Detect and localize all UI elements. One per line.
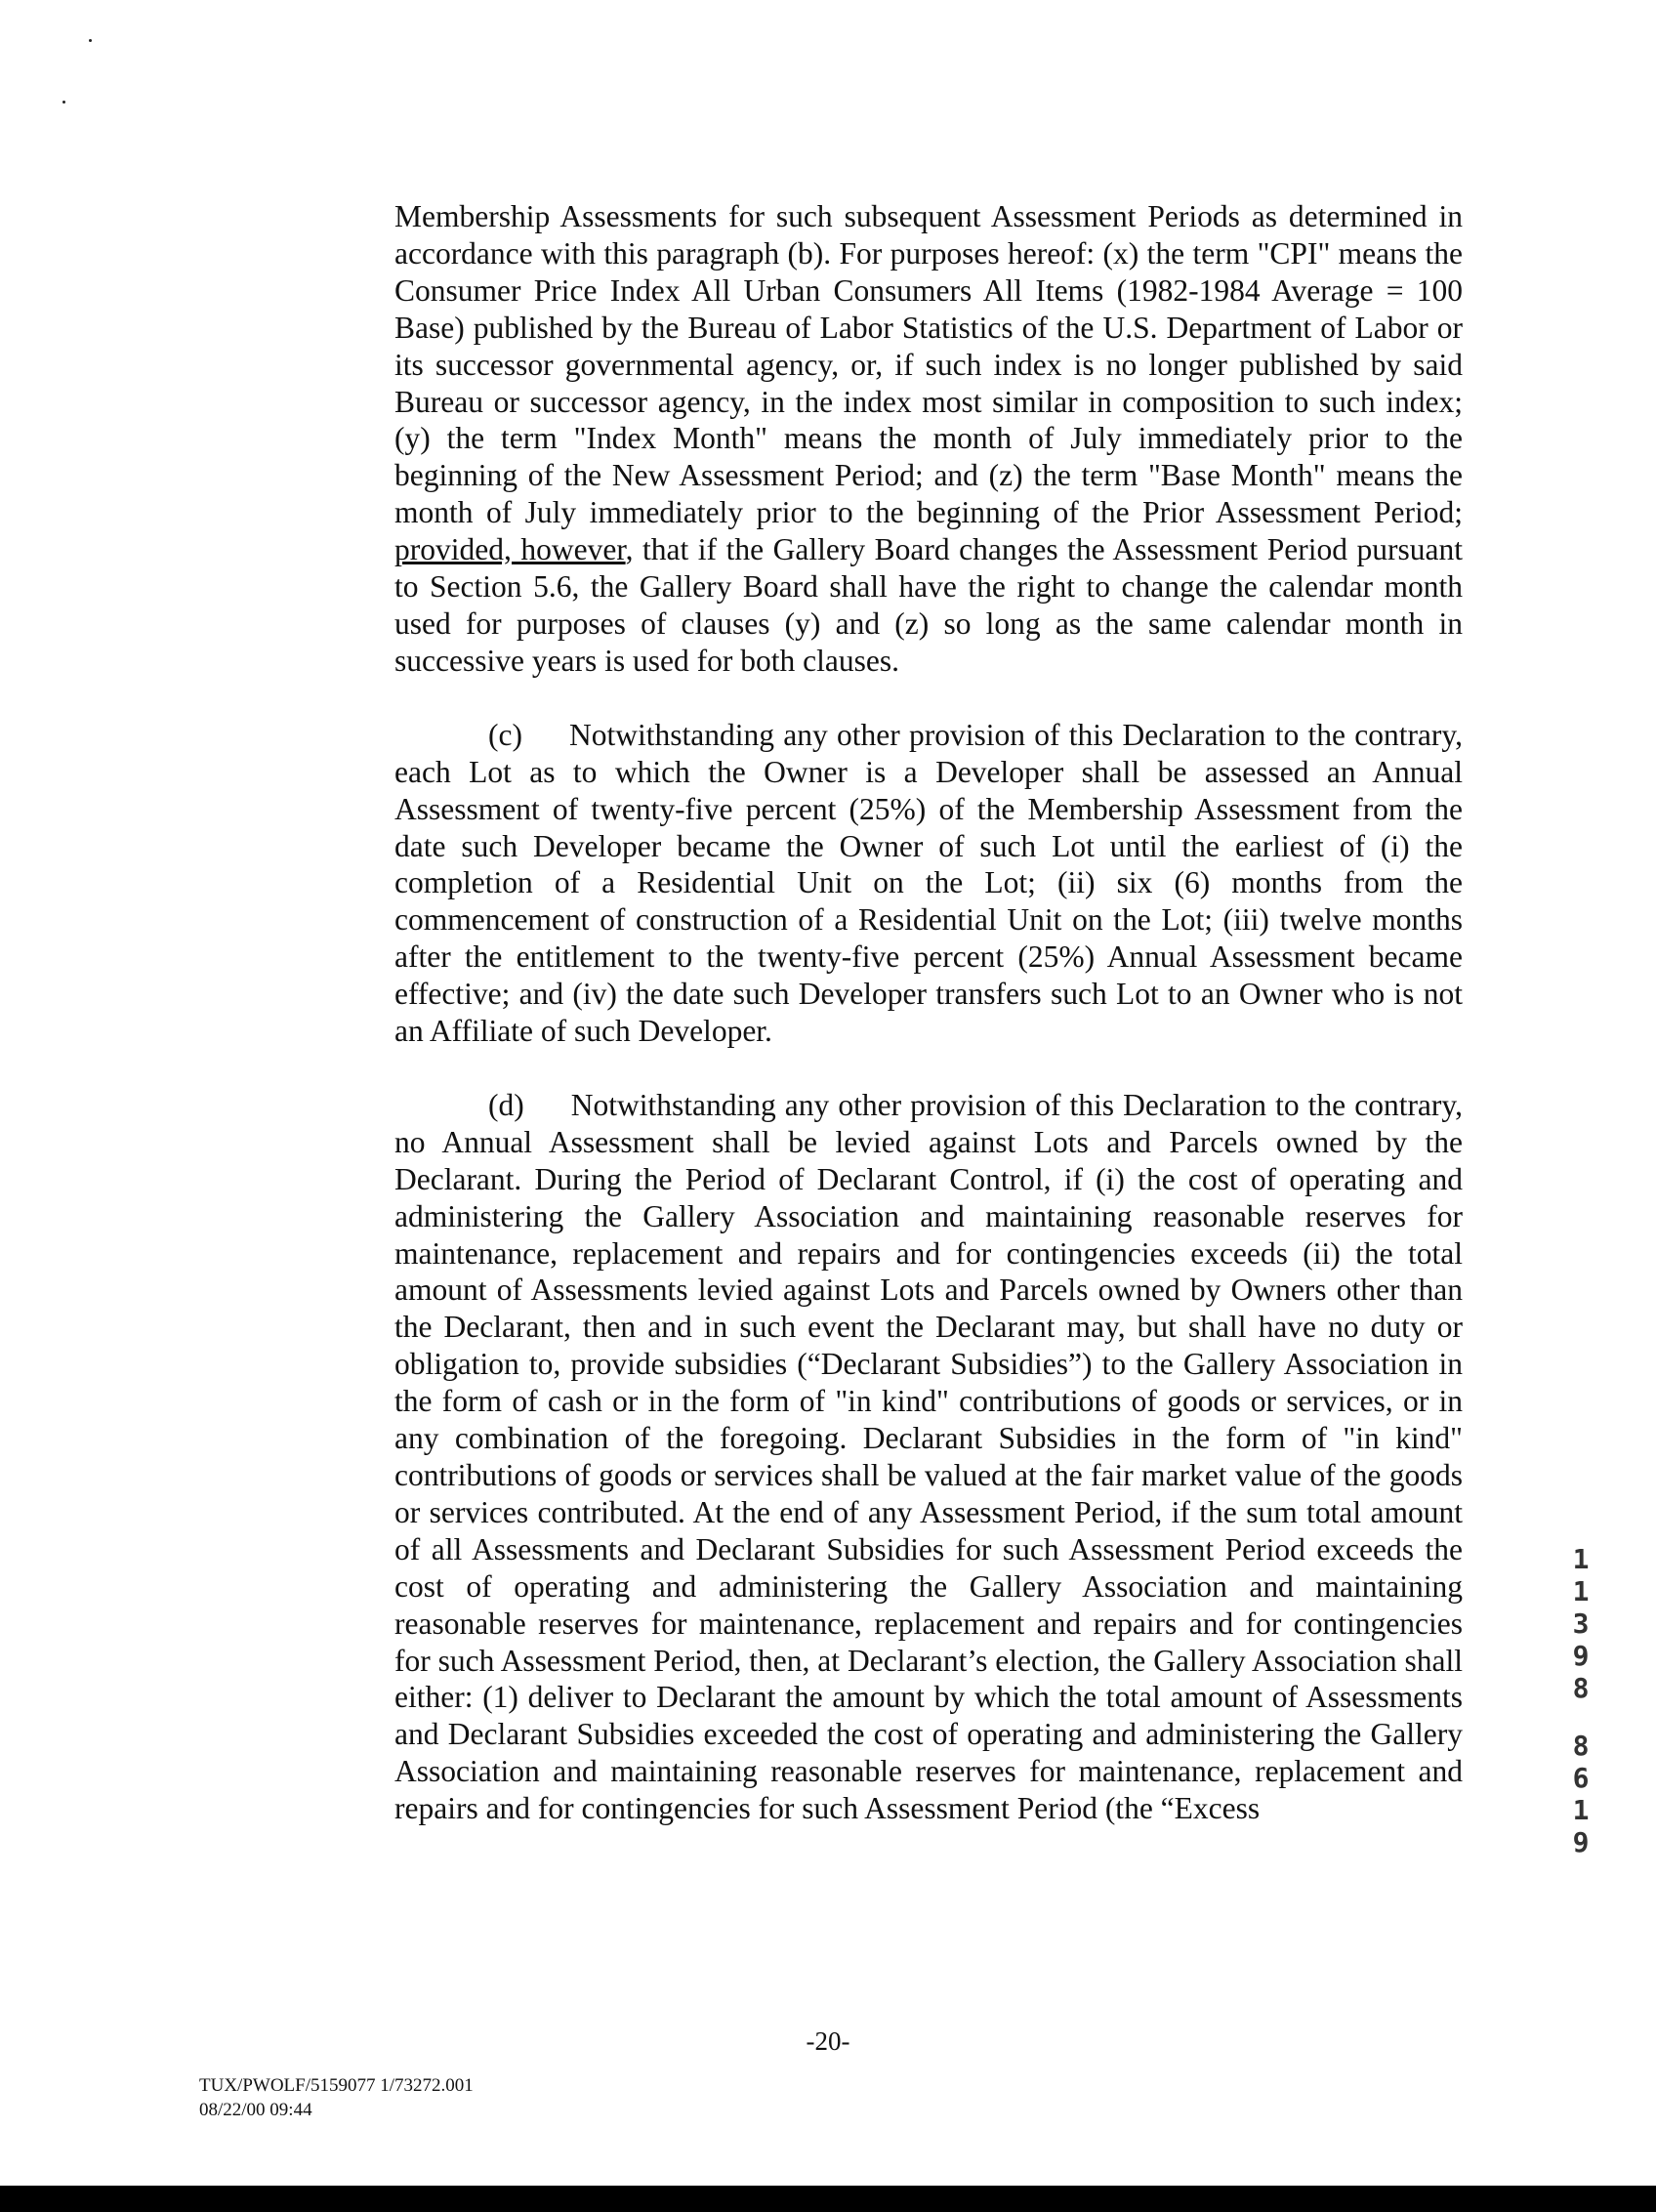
paragraph-d-label: (d) (488, 1087, 524, 1122)
stamp-digit: 9 (1572, 1826, 1590, 1858)
paragraph-c (394, 717, 1463, 1050)
margin-reference-stamp (1566, 1543, 1595, 1858)
stamp-group-1 (1566, 1543, 1595, 1704)
stamp-digit: 1 (1572, 1575, 1590, 1607)
paragraph-b-text-start: Membership Assessments for such subsequent Assessment Periods as determined in accordance with this paragraph (b). For purposes hereof: (x) the term "CPI" means the Consumer Price Index All Urban Consumers All Items (1982-1984 Average = 100 Base) published by the Bureau of Labor Statistics of the U.S. Department of Labor or its successor governmental agency, or, if such index is no longer published by said Bureau or successor agency, in the index most similar in composition to such index; (y) the term "Index Month" means the month of July immediately prior to the beginning of the New Assessment Period; and (z) the term "Base Month" means the month of July immediately prior to the beginning of the Prior Assessment Period; (394, 199, 1463, 530)
stamp-digit: 8 (1572, 1730, 1590, 1762)
document-reference (199, 2073, 474, 2122)
paragraph-d-text: Notwithstanding any other provision of this Declaration to the contrary, no Annual Assessment shall be levied against Lots and Parcels owned by the Declarant. During the Period of Declarant Control, if (i) the cost of operating and administering the Gallery Association and maintaining reasonable reserves for maintenance, replacement and repairs and for contingencies exceeds (ii) the total amount of Assessments levied against Lots and Parcels owned by Owners other than the Declarant, then and in such event the Declarant may, but shall have no duty or obligation to, provide subsidies (“Declarant Subsidies”) to the Gallery Association in the form of cash or in the form of "in kind" contributions of goods or services, or in any combination of the foregoing. Declarant Subsidies in the form of "in kind" contributions of goods or services shall be valued at the fair market value of the goods or services contributed. At the end of any Assessment Period, if the sum total amount of all Assessments and Declarant Subsidies for such Assessment Period exceeds the cost of operating and administering the Gallery Association and maintaining reasonable reserves for maintenance, replacement and repairs and for contingencies for such Assessment Period, then, at Declarant’s election, the Gallery Association shall either: (1) deliver to Declarant the amount by which the total amount of Assessments and Declarant Subsidies exceeded the cost of operating and administering the Gallery Association and maintaining reasonable reserves for maintenance, replacement and repairs and for contingencies for such Assessment Period (the “Excess (394, 1087, 1463, 1826)
stamp-group-2 (1566, 1730, 1595, 1858)
stamp-digit: 9 (1572, 1640, 1590, 1672)
stamp-digit: 6 (1572, 1762, 1590, 1794)
scan-speck-2 (62, 101, 65, 104)
document-id: TUX/PWOLF/5159077 1/73272.001 (199, 2075, 474, 2096)
provided-however-emphasis: provided, however (394, 532, 626, 567)
paragraph-b-continuation (394, 198, 1463, 680)
stamp-digit: 3 (1572, 1607, 1590, 1640)
stamp-digit: 1 (1572, 1543, 1590, 1575)
paragraph-c-label: (c) (488, 717, 522, 752)
scan-bottom-edge (0, 2186, 1656, 2212)
page-body (394, 198, 1463, 1827)
paragraph-c-text: Notwithstanding any other provision of this Declaration to the contrary, each Lot as to which the Owner is a Developer shall be assessed an Annual Assessment of twenty-five percent (25%) of the Membership Assessment from the date such Developer became the Owner of such Lot until the earliest of (i) the completion of a Residential Unit on the Lot; (ii) six (6) months from the commencement of construction of a Residential Unit on the Lot; (iii) twelve months after the entitlement to the twenty-five percent (25%) Annual Assessment became effective; and (iv) the date such Developer transfers such Lot to an Owner who is not an Affiliate of such Developer. (394, 717, 1463, 1049)
document-timestamp: 08/22/00 09:44 (199, 2100, 312, 2120)
paragraph-d (394, 1087, 1463, 1827)
stamp-digit: 1 (1572, 1794, 1590, 1826)
stamp-digit: 8 (1572, 1672, 1590, 1704)
paragraph-b-text-end: , that if the Gallery Board changes the Assessment Period pursuant to Section 5.6, the Gallery Board shall have the right to change the calendar month used for purposes of clauses (y) and (z) so long as the same calendar month in successive years is used for both clauses. (394, 532, 1463, 678)
scan-speck-1 (89, 39, 92, 42)
page-number: -20- (806, 2026, 850, 2056)
